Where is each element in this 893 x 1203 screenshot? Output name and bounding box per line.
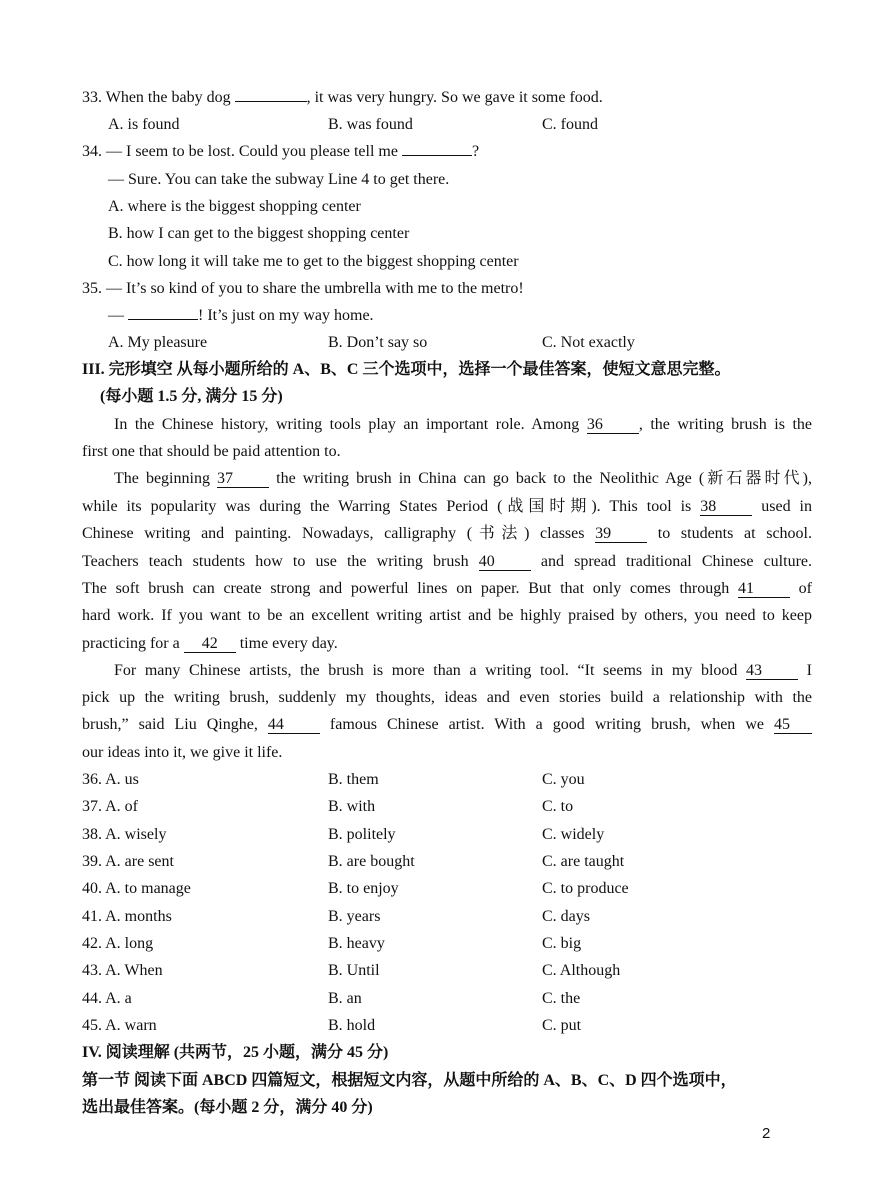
option-a: 40. A. to manage <box>82 880 191 897</box>
blank-41: 41 <box>738 581 790 598</box>
question-35-reply: — ! It’s just on my way home. <box>108 307 374 324</box>
option-c: C. are taught <box>542 853 625 870</box>
question-34-option-a: A. where is the biggest shopping center <box>108 198 361 215</box>
option-c: C. put <box>542 1017 582 1034</box>
option-b: B. Until <box>328 962 380 979</box>
option-b: B. was found <box>328 116 413 133</box>
option-c: C. widely <box>542 826 605 843</box>
blank-40: 40 <box>479 554 531 571</box>
section-4-part1-instructions: 第一节 阅读下面 ABCD 四篇短文，根据短文内容，从题中所给的 A、B、C、D 四个选项中， <box>82 1072 737 1089</box>
option-b: B. them <box>328 771 379 788</box>
option-c: C. to <box>542 798 574 815</box>
answer-blank <box>402 155 472 156</box>
option-row-36 <box>82 770 812 790</box>
option-row-45 <box>82 1016 812 1036</box>
option-b: B. are bought <box>328 853 415 870</box>
blank-37: 37 <box>217 471 269 488</box>
passage-line: our ideas into it, we give it life. <box>82 744 283 761</box>
option-a: 43. A. When <box>82 962 163 979</box>
option-b: B. politely <box>328 826 396 843</box>
option-row-41 <box>82 907 812 927</box>
question-33-stem: 33. When the baby dog , it was very hungry. So we gave it some food. <box>82 89 603 106</box>
option-c: C. the <box>542 990 581 1007</box>
option-row-40 <box>82 879 812 899</box>
option-c: C. big <box>542 935 582 952</box>
option-b: B. hold <box>328 1017 376 1034</box>
passage-line: hard work. If you want to be an excellent writing artist and be highly praised by others, you need to keep <box>82 607 812 624</box>
passage-line: practicing for a 42 time every day. <box>82 635 338 652</box>
section-4-title: IV. 阅读理解 (共两节，25 小题，满分 45 分) <box>82 1044 389 1061</box>
option-a: 44. A. a <box>82 990 132 1007</box>
question-34-stem: 34. — I seem to be lost. Could you please tell me ? <box>82 143 480 160</box>
option-c: C. found <box>542 116 598 133</box>
option-c: C. Although <box>542 962 621 979</box>
passage-line: In the Chinese history, writing tools play an important role. Among 36 , the writing brush is the <box>114 416 812 433</box>
option-a: 42. A. long <box>82 935 154 952</box>
option-row-38 <box>82 825 812 845</box>
option-c: C. days <box>542 908 590 925</box>
question-35-stem: 35. — It’s so kind of you to share the umbrella with me to the metro! <box>82 280 524 297</box>
option-a: 45. A. warn <box>82 1017 157 1034</box>
option-b: B. Don’t say so <box>328 334 428 351</box>
option-b: B. years <box>328 908 381 925</box>
answer-blank <box>128 319 198 320</box>
question-33-options <box>82 115 812 135</box>
option-b: B. heavy <box>328 935 385 952</box>
section-3-title: III. 完形填空 从每小题所给的 A、B、C 三个选项中，选择一个最佳答案，使短文意思完整。 <box>82 361 731 378</box>
option-b: B. to enjoy <box>328 880 399 897</box>
question-34-option-b: B. how I can get to the biggest shopping center <box>108 225 410 242</box>
blank-38: 38 <box>700 499 752 516</box>
option-row-37 <box>82 797 812 817</box>
option-c: C. Not exactly <box>542 334 635 351</box>
option-a: 41. A. months <box>82 908 172 925</box>
question-34-option-c: C. how long it will take me to get to the biggest shopping center <box>108 253 519 270</box>
passage-line: The soft brush can create strong and powerful lines on paper. But that only comes through 41 of <box>82 580 812 597</box>
page-number: 2 <box>762 1125 771 1142</box>
blank-43: 43 <box>746 663 798 680</box>
option-a: 37. A. of <box>82 798 138 815</box>
option-row-42 <box>82 934 812 954</box>
passage-line: brush,” said Liu Qinghe, 44 famous Chinese artist. With a good writing brush, when we 45 <box>82 715 812 735</box>
passage-line: For many Chinese artists, the brush is more than a writing tool. “It seems in my blood 43 I <box>114 662 812 679</box>
option-a: A. My pleasure <box>108 334 208 351</box>
option-c: C. you <box>542 771 585 788</box>
option-row-39 <box>82 852 812 872</box>
blank-44: 44 <box>268 717 320 734</box>
passage-line: while its popularity was during the Warring States Period (战国时期). This tool is 38 used in <box>82 498 812 515</box>
option-row-44 <box>82 989 812 1009</box>
question-35-options <box>82 333 812 353</box>
option-b: B. an <box>328 990 362 1007</box>
passage-line: Chinese writing and painting. Nowadays, calligraphy (书法) classes 39 to students at school. <box>82 525 812 542</box>
option-c: C. to produce <box>542 880 629 897</box>
passage-line: first one that should be paid attention to. <box>82 443 341 460</box>
section-3-subtitle: (每小题 1.5 分, 满分 15 分) <box>100 388 283 405</box>
section-4-part1-instructions-cont: 选出最佳答案。(每小题 2 分，满分 40 分) <box>82 1099 373 1116</box>
option-a: 39. A. are sent <box>82 853 174 870</box>
passage-line: Teachers teach students how to use the writing brush 40 and spread traditional Chinese culture. <box>82 553 812 570</box>
passage-line: pick up the writing brush, suddenly my thoughts, ideas and even stories build a relationship with the <box>82 689 812 706</box>
answer-blank <box>235 101 307 102</box>
blank-42: 42 <box>184 636 236 653</box>
blank-45: 45 <box>774 717 812 734</box>
blank-36: 36 <box>587 417 639 434</box>
passage-line: The beginning 37 the writing brush in China can go back to the Neolithic Age (新石器时代), <box>114 470 812 487</box>
option-a: 36. A. us <box>82 771 139 788</box>
question-34-reply: — Sure. You can take the subway Line 4 to get there. <box>108 171 450 188</box>
option-b: B. with <box>328 798 376 815</box>
blank-39: 39 <box>595 526 647 543</box>
option-a: 38. A. wisely <box>82 826 167 843</box>
option-row-43 <box>82 961 812 981</box>
option-a: A. is found <box>108 116 180 133</box>
